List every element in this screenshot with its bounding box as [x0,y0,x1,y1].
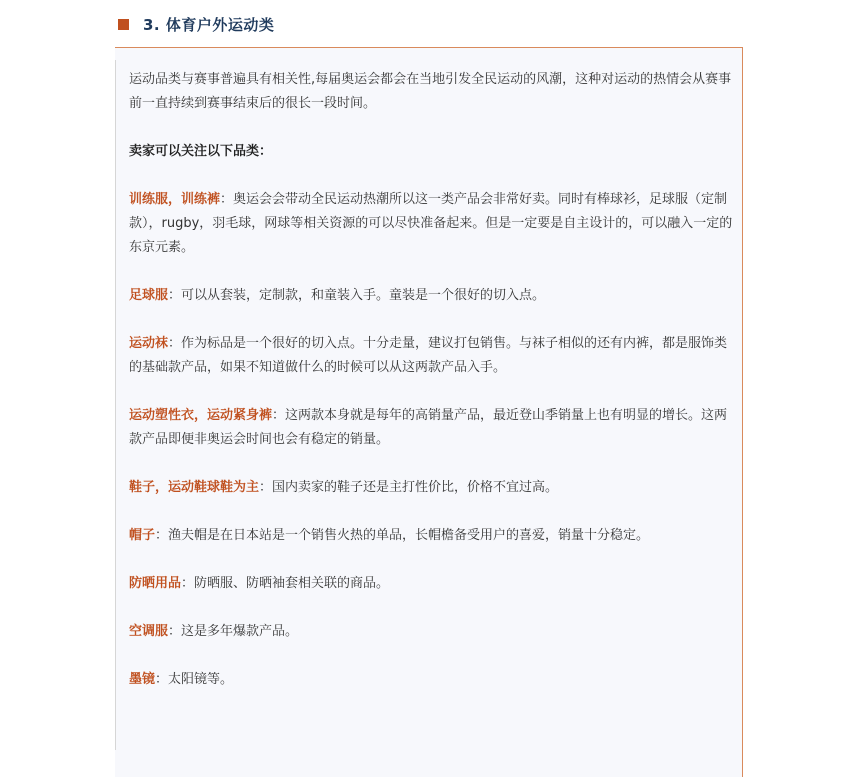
item-key: 鞋子，运动鞋球鞋为主 [129,480,260,495]
category-subheading: 卖家可以关注以下品类： [129,144,273,159]
item-key: 训练服，训练裤 [129,192,221,207]
item-key: 运动塑性衣，运动紧身裤 [129,408,273,423]
item-desc: ：国内卖家的鞋子还是主打性价比，价格不宜过高。 [259,480,559,495]
intro-paragraph: 运动品类与赛事普遍具有相关性,每届奥运会都会在当地引发全民运动的风潮，这种对运动的热情会从赛事前一直持续到赛事结束后的很长一段时间。 [129,72,732,111]
list-item [129,332,737,380]
item-key: 足球服 [129,288,169,303]
list-item [129,668,737,692]
list-item [129,572,737,596]
list-item [129,524,737,548]
section-heading [118,10,274,38]
item-desc: ：可以从套装，定制款，和童装入手。童装是一个很好的切入点。 [168,288,546,303]
card-left-border [115,60,116,750]
list-item [129,476,737,500]
item-desc: ：这两款本身就是每年的高销量产品，最近登山季销量上也有明显的增长。这两款产品即便非奥运会时间也会有稳定的销量。 [129,408,728,447]
list-item [129,620,737,644]
list-item [129,404,737,452]
article-body [129,68,737,716]
list-item [129,188,737,260]
item-desc: ：渔夫帽是在日本站是一个销售火热的单品，长帽檐备受用户的喜爱，销量十分稳定。 [155,528,650,543]
item-desc: ：这是多年爆款产品。 [168,624,299,639]
item-desc: ：作为标品是一个很好的切入点。十分走量，建议打包销售。与袜子相似的还有内裤，都是服饰类的基础款产品，如果不知道做什么的时候可以从这两款产品入手。 [129,336,728,375]
item-key: 帽子 [129,528,156,543]
item-key: 防晒用品 [129,576,182,591]
square-bullet-icon [118,19,129,30]
list-item [129,284,737,308]
item-desc: ：防晒服、防晒袖套相关联的商品。 [181,576,390,591]
item-desc: ：奥运会会带动全民运动热潮所以这一类产品会非常好卖。同时有棒球衫，足球服（定制款），rugby，羽毛球，网球等相关资源的可以尽快准备起来。但是一定要是自主设计的，可以融入一定的东京元素。 [129,192,733,255]
item-desc: ：太阳镜等。 [155,672,234,687]
item-key: 墨镜 [129,672,156,687]
section-title: 3. 体育户外运动类 [143,15,275,34]
item-key: 运动袜 [129,336,169,351]
item-key: 空调服 [129,624,169,639]
